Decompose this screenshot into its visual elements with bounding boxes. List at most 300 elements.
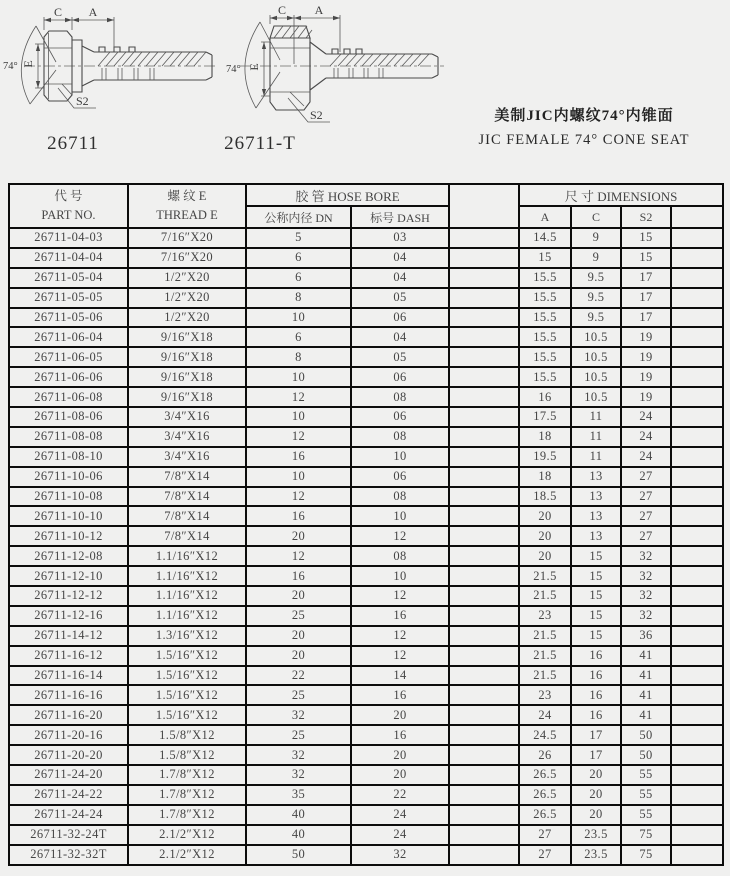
dim-c-cell: 11 bbox=[571, 447, 621, 467]
part-no-cell: 26711-12-08 bbox=[9, 546, 128, 566]
dn-cell: 22 bbox=[246, 666, 351, 686]
spacer-cell bbox=[449, 666, 519, 686]
dim-label-s2: S2 bbox=[310, 108, 323, 122]
table-row bbox=[9, 526, 723, 546]
spacer-cell bbox=[449, 407, 519, 427]
thread-cell: 9/16″X18 bbox=[128, 327, 246, 347]
thread-cell: 3/4″X16 bbox=[128, 427, 246, 447]
dash-cell: 12 bbox=[351, 526, 449, 546]
dash-cell: 14 bbox=[351, 666, 449, 686]
dash-cell: 08 bbox=[351, 487, 449, 507]
dn-cell: 10 bbox=[246, 308, 351, 328]
dim-label-e: E bbox=[247, 63, 261, 71]
dn-cell: 6 bbox=[246, 327, 351, 347]
spacer-cell bbox=[449, 566, 519, 586]
dim-a-cell: 15.5 bbox=[519, 308, 571, 328]
dim-a-cell: 15.5 bbox=[519, 367, 571, 387]
spacer-cell bbox=[449, 347, 519, 367]
col-header-thread-en: THREAD E bbox=[156, 208, 218, 222]
dim-a-cell: 24.5 bbox=[519, 725, 571, 745]
dash-cell: 04 bbox=[351, 268, 449, 288]
thread-cell: 1.5/16″X12 bbox=[128, 705, 246, 725]
dim-s2-cell: 41 bbox=[621, 705, 671, 725]
spacer-cell bbox=[671, 487, 723, 507]
dim-c-cell: 9.5 bbox=[571, 268, 621, 288]
part-no-cell: 26711-05-06 bbox=[9, 308, 128, 328]
thread-cell: 1.7/8″X12 bbox=[128, 785, 246, 805]
dim-a-cell: 19.5 bbox=[519, 447, 571, 467]
dn-cell: 20 bbox=[246, 626, 351, 646]
dim-c-cell: 15 bbox=[571, 606, 621, 626]
dim-c-cell: 15 bbox=[571, 546, 621, 566]
dash-cell: 10 bbox=[351, 506, 449, 526]
dash-cell: 08 bbox=[351, 546, 449, 566]
spacer-cell bbox=[671, 805, 723, 825]
dim-a-cell: 20 bbox=[519, 506, 571, 526]
thread-cell: 1.7/8″X12 bbox=[128, 805, 246, 825]
dim-a-cell: 20 bbox=[519, 546, 571, 566]
page-title-chinese: 美制JIC内螺纹74°内锥面 bbox=[494, 108, 674, 124]
col-header-part-no-en: PART NO. bbox=[41, 208, 96, 222]
dim-a-cell: 18.5 bbox=[519, 487, 571, 507]
dim-c-cell: 11 bbox=[571, 427, 621, 447]
dim-s2-cell: 19 bbox=[621, 347, 671, 367]
dim-a-cell: 15.5 bbox=[519, 268, 571, 288]
thread-cell: 7/16″X20 bbox=[128, 248, 246, 268]
spacer-cell bbox=[449, 327, 519, 347]
spec-table-body bbox=[9, 228, 723, 865]
dim-c-cell: 15 bbox=[571, 566, 621, 586]
dim-s2-cell: 50 bbox=[621, 725, 671, 745]
dim-s2-cell: 24 bbox=[621, 447, 671, 467]
dn-cell: 10 bbox=[246, 407, 351, 427]
spacer-cell bbox=[449, 725, 519, 745]
thread-cell: 1.1/16″X12 bbox=[128, 566, 246, 586]
dim-s2-cell: 41 bbox=[621, 646, 671, 666]
spacer-cell bbox=[671, 705, 723, 725]
thread-cell: 9/16″X18 bbox=[128, 367, 246, 387]
dim-a-cell: 15.5 bbox=[519, 288, 571, 308]
spacer-cell bbox=[671, 526, 723, 546]
part-no-cell: 26711-24-22 bbox=[9, 785, 128, 805]
drawing-caption-26711-t: 26711-T bbox=[224, 133, 296, 154]
dash-cell: 22 bbox=[351, 785, 449, 805]
dash-cell: 12 bbox=[351, 646, 449, 666]
dim-c-cell: 9 bbox=[571, 228, 621, 248]
dn-cell: 32 bbox=[246, 745, 351, 765]
dim-a-cell: 14.5 bbox=[519, 228, 571, 248]
dim-a-cell: 21.5 bbox=[519, 566, 571, 586]
thread-cell: 1.5/8″X12 bbox=[128, 745, 246, 765]
dim-s2-cell: 36 bbox=[621, 626, 671, 646]
dn-cell: 12 bbox=[246, 387, 351, 407]
part-no-cell: 26711-05-05 bbox=[9, 288, 128, 308]
part-no-cell: 26711-32-32T bbox=[9, 845, 128, 865]
spacer-cell bbox=[671, 845, 723, 865]
thread-cell: 1.7/8″X12 bbox=[128, 765, 246, 785]
dim-a-cell: 27 bbox=[519, 845, 571, 865]
dim-a-cell: 26 bbox=[519, 745, 571, 765]
spacer-cell bbox=[671, 666, 723, 686]
dim-label-e: E bbox=[21, 60, 35, 68]
spacer-cell bbox=[671, 646, 723, 666]
dash-cell: 05 bbox=[351, 347, 449, 367]
dn-cell: 32 bbox=[246, 705, 351, 725]
dim-c-cell: 15 bbox=[571, 626, 621, 646]
dim-c-cell: 9.5 bbox=[571, 308, 621, 328]
dim-label-c: C bbox=[53, 5, 63, 19]
dim-a-cell: 26.5 bbox=[519, 805, 571, 825]
thread-cell: 1.5/16″X12 bbox=[128, 685, 246, 705]
spacer-cell bbox=[671, 785, 723, 805]
dim-a-cell: 16 bbox=[519, 387, 571, 407]
dim-s2-cell: 27 bbox=[621, 467, 671, 487]
table-row bbox=[9, 427, 723, 447]
spacer-cell bbox=[671, 467, 723, 487]
part-no-cell: 26711-10-06 bbox=[9, 467, 128, 487]
spacer-cell bbox=[449, 228, 519, 248]
table-row bbox=[9, 705, 723, 725]
spacer-cell bbox=[671, 447, 723, 467]
dash-cell: 04 bbox=[351, 327, 449, 347]
col-header-part-no-cn: 代 号 bbox=[54, 188, 83, 203]
dash-cell: 04 bbox=[351, 248, 449, 268]
fitting-drawing-26711 bbox=[2, 4, 224, 132]
dim-s2-cell: 32 bbox=[621, 546, 671, 566]
part-no-cell: 26711-16-16 bbox=[9, 685, 128, 705]
dn-cell: 32 bbox=[246, 765, 351, 785]
dn-cell: 16 bbox=[246, 447, 351, 467]
dim-s2-cell: 17 bbox=[621, 308, 671, 328]
dim-c-cell: 15 bbox=[571, 586, 621, 606]
col-header-spacer-left bbox=[449, 184, 519, 228]
part-no-cell: 26711-10-08 bbox=[9, 487, 128, 507]
spacer-cell bbox=[449, 427, 519, 447]
dim-s2-cell: 32 bbox=[621, 606, 671, 626]
spacer-cell bbox=[449, 586, 519, 606]
spacer-cell bbox=[671, 407, 723, 427]
thread-cell: 1.1/16″X12 bbox=[128, 586, 246, 606]
thread-cell: 9/16″X18 bbox=[128, 387, 246, 407]
spacer-cell bbox=[671, 566, 723, 586]
thread-cell: 7/8″X14 bbox=[128, 526, 246, 546]
spacer-cell bbox=[671, 367, 723, 387]
thread-cell: 1/2″X20 bbox=[128, 308, 246, 328]
thread-cell: 7/8″X14 bbox=[128, 487, 246, 507]
dim-a-cell: 21.5 bbox=[519, 626, 571, 646]
dim-a-cell: 21.5 bbox=[519, 586, 571, 606]
spacer-cell bbox=[671, 825, 723, 845]
dash-cell: 20 bbox=[351, 745, 449, 765]
spacer-cell bbox=[449, 825, 519, 845]
part-no-cell: 26711-32-24T bbox=[9, 825, 128, 845]
table-row bbox=[9, 646, 723, 666]
spacer-cell bbox=[449, 367, 519, 387]
spacer-cell bbox=[671, 327, 723, 347]
dash-cell: 12 bbox=[351, 626, 449, 646]
dn-cell: 20 bbox=[246, 526, 351, 546]
dash-cell: 20 bbox=[351, 705, 449, 725]
dn-cell: 12 bbox=[246, 546, 351, 566]
table-row bbox=[9, 566, 723, 586]
table-row bbox=[9, 506, 723, 526]
part-no-cell: 26711-05-04 bbox=[9, 268, 128, 288]
spacer-cell bbox=[671, 268, 723, 288]
spec-table-header bbox=[9, 184, 723, 228]
spacer-cell bbox=[449, 606, 519, 626]
dn-cell: 8 bbox=[246, 347, 351, 367]
col-header-s2: S2 bbox=[621, 206, 671, 228]
part-no-cell: 26711-06-04 bbox=[9, 327, 128, 347]
col-header-thread bbox=[128, 184, 246, 228]
spacer-cell bbox=[671, 586, 723, 606]
dim-s2-cell: 41 bbox=[621, 666, 671, 686]
table-row bbox=[9, 347, 723, 367]
dim-label-a: A bbox=[314, 4, 324, 17]
dim-a-cell: 18 bbox=[519, 467, 571, 487]
dim-c-cell: 17 bbox=[571, 745, 621, 765]
table-row bbox=[9, 487, 723, 507]
dash-cell: 06 bbox=[351, 467, 449, 487]
dim-s2-cell: 41 bbox=[621, 685, 671, 705]
thread-cell: 2.1/2″X12 bbox=[128, 825, 246, 845]
dn-cell: 25 bbox=[246, 685, 351, 705]
table-row bbox=[9, 725, 723, 745]
spacer-cell bbox=[671, 506, 723, 526]
dash-cell: 16 bbox=[351, 685, 449, 705]
table-row bbox=[9, 626, 723, 646]
spacer-cell bbox=[671, 685, 723, 705]
table-row bbox=[9, 387, 723, 407]
col-header-a: A bbox=[519, 206, 571, 228]
dash-cell: 32 bbox=[351, 845, 449, 865]
thread-cell: 2.1/2″X12 bbox=[128, 845, 246, 865]
dim-c-cell: 20 bbox=[571, 805, 621, 825]
dim-c-cell: 20 bbox=[571, 765, 621, 785]
dn-cell: 10 bbox=[246, 367, 351, 387]
dash-cell: 16 bbox=[351, 725, 449, 745]
dn-cell: 5 bbox=[246, 228, 351, 248]
dash-cell: 16 bbox=[351, 606, 449, 626]
dim-label-c: C bbox=[277, 4, 287, 17]
dim-c-cell: 16 bbox=[571, 666, 621, 686]
dn-cell: 12 bbox=[246, 427, 351, 447]
table-row bbox=[9, 327, 723, 347]
part-no-cell: 26711-24-24 bbox=[9, 805, 128, 825]
table-row bbox=[9, 745, 723, 765]
title-block bbox=[440, 104, 728, 149]
dim-s2-cell: 19 bbox=[621, 327, 671, 347]
thread-cell: 7/8″X14 bbox=[128, 506, 246, 526]
table-row bbox=[9, 845, 723, 865]
dim-c-cell: 23.5 bbox=[571, 845, 621, 865]
dim-s2-cell: 75 bbox=[621, 845, 671, 865]
dn-cell: 25 bbox=[246, 725, 351, 745]
table-row bbox=[9, 785, 723, 805]
dim-a-cell: 15.5 bbox=[519, 327, 571, 347]
dim-c-cell: 9.5 bbox=[571, 288, 621, 308]
dim-a-cell: 18 bbox=[519, 427, 571, 447]
dim-c-cell: 9 bbox=[571, 248, 621, 268]
dash-cell: 06 bbox=[351, 367, 449, 387]
dash-cell: 06 bbox=[351, 308, 449, 328]
spacer-cell bbox=[671, 546, 723, 566]
dn-cell: 10 bbox=[246, 467, 351, 487]
dn-cell: 20 bbox=[246, 646, 351, 666]
spacer-cell bbox=[671, 288, 723, 308]
thread-cell: 1.5/16″X12 bbox=[128, 666, 246, 686]
spacer-cell bbox=[449, 646, 519, 666]
thread-cell: 3/4″X16 bbox=[128, 447, 246, 467]
part-no-cell: 26711-12-12 bbox=[9, 586, 128, 606]
dn-cell: 35 bbox=[246, 785, 351, 805]
dim-s2-cell: 19 bbox=[621, 387, 671, 407]
dim-label-angle: 74° bbox=[226, 64, 241, 75]
spacer-cell bbox=[449, 288, 519, 308]
dn-cell: 40 bbox=[246, 805, 351, 825]
spacer-cell bbox=[449, 506, 519, 526]
table-row bbox=[9, 308, 723, 328]
dim-c-cell: 23.5 bbox=[571, 825, 621, 845]
dn-cell: 20 bbox=[246, 586, 351, 606]
dash-cell: 24 bbox=[351, 825, 449, 845]
part-no-cell: 26711-16-20 bbox=[9, 705, 128, 725]
dash-cell: 10 bbox=[351, 447, 449, 467]
table-row bbox=[9, 666, 723, 686]
spacer-cell bbox=[449, 626, 519, 646]
dim-a-cell: 21.5 bbox=[519, 646, 571, 666]
spacer-cell bbox=[671, 228, 723, 248]
table-row bbox=[9, 248, 723, 268]
part-no-cell: 26711-08-08 bbox=[9, 427, 128, 447]
thread-cell: 1.5/8″X12 bbox=[128, 725, 246, 745]
part-no-cell: 26711-12-10 bbox=[9, 566, 128, 586]
dim-c-cell: 17 bbox=[571, 725, 621, 745]
spacer-cell bbox=[449, 745, 519, 765]
table-row bbox=[9, 288, 723, 308]
dim-s2-cell: 50 bbox=[621, 745, 671, 765]
dim-a-cell: 24 bbox=[519, 705, 571, 725]
col-header-c: C bbox=[571, 206, 621, 228]
dim-s2-cell: 27 bbox=[621, 487, 671, 507]
dash-cell: 03 bbox=[351, 228, 449, 248]
spacer-cell bbox=[449, 845, 519, 865]
dim-a-cell: 26.5 bbox=[519, 785, 571, 805]
dim-c-cell: 20 bbox=[571, 785, 621, 805]
dash-cell: 06 bbox=[351, 407, 449, 427]
dn-cell: 25 bbox=[246, 606, 351, 626]
part-no-cell: 26711-20-16 bbox=[9, 725, 128, 745]
part-no-cell: 26711-06-06 bbox=[9, 367, 128, 387]
dn-cell: 16 bbox=[246, 506, 351, 526]
dim-s2-cell: 15 bbox=[621, 228, 671, 248]
dim-s2-cell: 32 bbox=[621, 586, 671, 606]
col-group-hose-bore: 胶 管 HOSE BORE bbox=[246, 184, 449, 206]
dn-cell: 50 bbox=[246, 845, 351, 865]
dim-s2-cell: 27 bbox=[621, 526, 671, 546]
spacer-cell bbox=[449, 387, 519, 407]
table-row bbox=[9, 546, 723, 566]
dim-c-cell: 13 bbox=[571, 487, 621, 507]
table-row bbox=[9, 467, 723, 487]
dn-cell: 6 bbox=[246, 248, 351, 268]
dim-s2-cell: 17 bbox=[621, 268, 671, 288]
dash-cell: 24 bbox=[351, 805, 449, 825]
table-row bbox=[9, 228, 723, 248]
col-header-thread-cn: 螺 纹 E bbox=[167, 188, 207, 203]
table-row bbox=[9, 825, 723, 845]
part-no-cell: 26711-08-10 bbox=[9, 447, 128, 467]
spacer-cell bbox=[671, 745, 723, 765]
fitting-drawing-26711-t bbox=[222, 4, 452, 136]
part-no-cell: 26711-06-08 bbox=[9, 387, 128, 407]
dn-cell: 16 bbox=[246, 566, 351, 586]
dim-label-s2: S2 bbox=[76, 94, 89, 108]
dash-cell: 08 bbox=[351, 427, 449, 447]
dim-s2-cell: 55 bbox=[621, 765, 671, 785]
table-row bbox=[9, 805, 723, 825]
dim-s2-cell: 27 bbox=[621, 506, 671, 526]
part-no-cell: 26711-06-05 bbox=[9, 347, 128, 367]
dash-cell: 20 bbox=[351, 765, 449, 785]
dn-cell: 12 bbox=[246, 487, 351, 507]
spacer-cell bbox=[671, 347, 723, 367]
thread-cell: 1/2″X20 bbox=[128, 288, 246, 308]
spacer-cell bbox=[449, 248, 519, 268]
dim-a-cell: 26.5 bbox=[519, 765, 571, 785]
dim-c-cell: 11 bbox=[571, 407, 621, 427]
spec-table bbox=[8, 183, 724, 866]
spacer-cell bbox=[449, 685, 519, 705]
dim-s2-cell: 19 bbox=[621, 367, 671, 387]
part-no-cell: 26711-08-06 bbox=[9, 407, 128, 427]
drawing-caption-26711: 26711 bbox=[47, 133, 99, 154]
thread-cell: 9/16″X18 bbox=[128, 347, 246, 367]
col-header-part-no bbox=[9, 184, 128, 228]
spacer-cell bbox=[449, 785, 519, 805]
dim-a-cell: 21.5 bbox=[519, 666, 571, 686]
page-title-english: JIC FEMALE 74° CONE SEAT bbox=[478, 132, 690, 148]
part-no-cell: 26711-04-03 bbox=[9, 228, 128, 248]
col-header-dash: 标号 DASH bbox=[351, 206, 449, 228]
thread-cell: 3/4″X16 bbox=[128, 407, 246, 427]
spacer-cell bbox=[449, 805, 519, 825]
col-group-dimensions: 尺 寸 DIMENSIONS bbox=[519, 184, 723, 206]
thread-cell: 1.5/16″X12 bbox=[128, 646, 246, 666]
dim-s2-cell: 24 bbox=[621, 407, 671, 427]
spacer-cell bbox=[449, 308, 519, 328]
dash-cell: 10 bbox=[351, 566, 449, 586]
part-no-cell: 26711-16-14 bbox=[9, 666, 128, 686]
thread-cell: 1.3/16″X12 bbox=[128, 626, 246, 646]
part-no-cell: 26711-14-12 bbox=[9, 626, 128, 646]
col-header-dn: 公称内径 DN bbox=[246, 206, 351, 228]
table-row bbox=[9, 685, 723, 705]
spacer-cell bbox=[671, 765, 723, 785]
table-row bbox=[9, 447, 723, 467]
dim-c-cell: 13 bbox=[571, 526, 621, 546]
table-row bbox=[9, 606, 723, 626]
part-no-cell: 26711-16-12 bbox=[9, 646, 128, 666]
dn-cell: 8 bbox=[246, 288, 351, 308]
dim-a-cell: 23 bbox=[519, 685, 571, 705]
dim-a-cell: 27 bbox=[519, 825, 571, 845]
dim-s2-cell: 15 bbox=[621, 248, 671, 268]
dim-label-a: A bbox=[88, 5, 98, 19]
spacer-cell bbox=[449, 705, 519, 725]
spacer-cell bbox=[449, 447, 519, 467]
dim-c-cell: 10.5 bbox=[571, 367, 621, 387]
